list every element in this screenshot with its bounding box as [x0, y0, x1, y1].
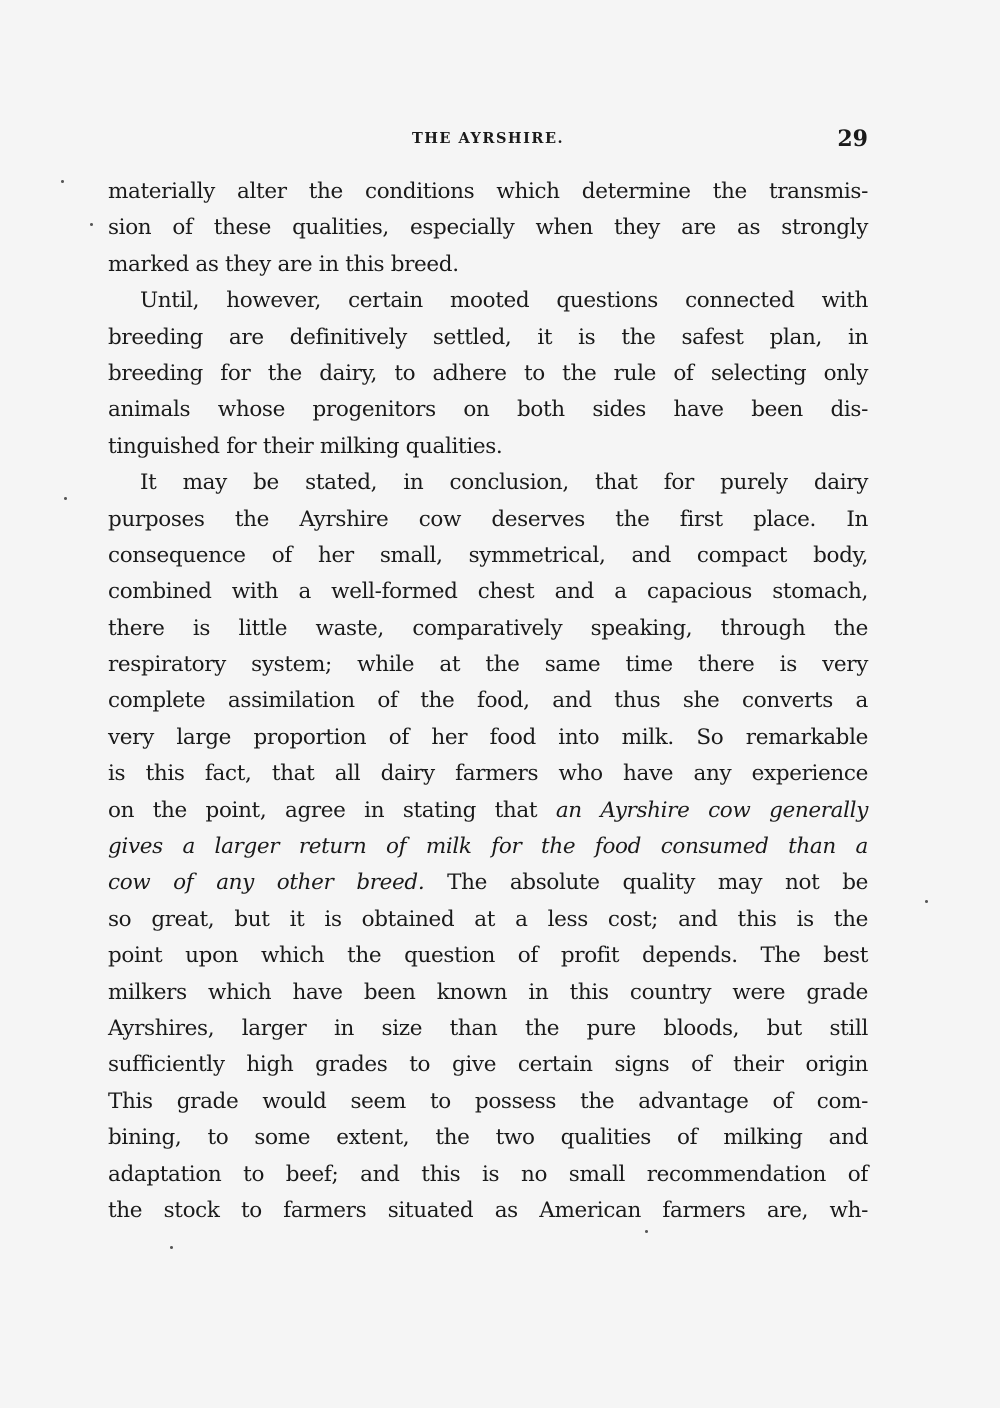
text-line: very large proportion of her food into milk. So remarkable	[108, 724, 868, 750]
scan-speck	[925, 900, 928, 903]
text-line: animals whose progenitors on both sides have been dis-	[108, 397, 868, 423]
text-line: combined with a well-formed chest and a capacious stomach,	[108, 579, 868, 605]
text-line: Until, however, certain mooted questions connected with	[140, 288, 868, 314]
text-line: tinguished for their milking qualities.	[108, 433, 503, 459]
text-line: point upon which the question of profit depends. The best	[108, 943, 868, 969]
italic-text: cow of any other breed.	[108, 870, 425, 896]
text-line: marked as they are in this breed.	[108, 251, 459, 277]
text-line: breeding for the dairy, to adhere to the rule of selecting only	[108, 360, 868, 386]
roman-text: The absolute quality may not be	[424, 870, 869, 896]
text-line: sufficiently high grades to give certain signs of their origin	[108, 1052, 868, 1078]
text-line: so great, but it is obtained at a less cost; and this is the	[108, 906, 868, 932]
scan-speck	[170, 1246, 173, 1249]
text-line: materially alter the conditions which determine the transmis-	[108, 179, 868, 204]
text-line: complete assimilation of the food, and thus she converts a	[108, 688, 868, 714]
text-line: breeding are definitively settled, it is the safest plan, in	[108, 324, 868, 350]
italic-text: gives a larger return of milk for the food consumed than a	[108, 834, 868, 860]
running-title: THE AYRSHIRE.	[411, 130, 565, 147]
book-page	[108, 126, 868, 1229]
text-line: adaptation to beef; and this is no small recommendation of	[108, 1161, 868, 1187]
body-text	[108, 174, 868, 1229]
italic-text: an Ayrshire cow generally	[555, 797, 868, 823]
text-line: purposes the Ayrshire cow deserves the first place. In	[108, 506, 868, 532]
text-line: bining, to some extent, the two qualities of milking and	[108, 1125, 868, 1151]
page-number: 29	[837, 126, 868, 152]
text-line: It may be stated, in conclusion, that for purely dairy	[140, 470, 868, 496]
paragraph-3	[108, 465, 868, 1229]
text-line: milkers which have been known in this country were grade	[108, 979, 868, 1005]
text-line: Ayrshires, larger in size than the pure bloods, but still	[108, 1015, 868, 1041]
text-line: the stock to farmers situated as American farmers are, wh-	[108, 1197, 868, 1223]
roman-text: on the point, agree in stating that	[108, 797, 556, 823]
paragraph-1	[108, 174, 868, 283]
text-line-mixed	[108, 865, 868, 901]
text-line-mixed	[108, 793, 868, 829]
text-line: This grade would seem to possess the advantage of com-	[108, 1088, 868, 1114]
scan-speck	[645, 1230, 648, 1233]
text-line: sion of these qualities, especially when they are as strongly	[108, 215, 868, 241]
scan-speck	[61, 180, 64, 183]
running-head	[108, 126, 868, 162]
text-line: there is little waste, comparatively speaking, through the	[108, 615, 868, 641]
scan-speck	[90, 223, 93, 226]
text-line: is this fact, that all dairy farmers who have any experience	[108, 761, 868, 787]
text-line: respiratory system; while at the same time there is very	[108, 652, 868, 678]
text-line: consequence of her small, symmetrical, and compact body,	[108, 542, 868, 568]
scan-speck	[64, 497, 67, 500]
paragraph-2	[108, 283, 868, 465]
text-line-italic	[108, 829, 868, 865]
